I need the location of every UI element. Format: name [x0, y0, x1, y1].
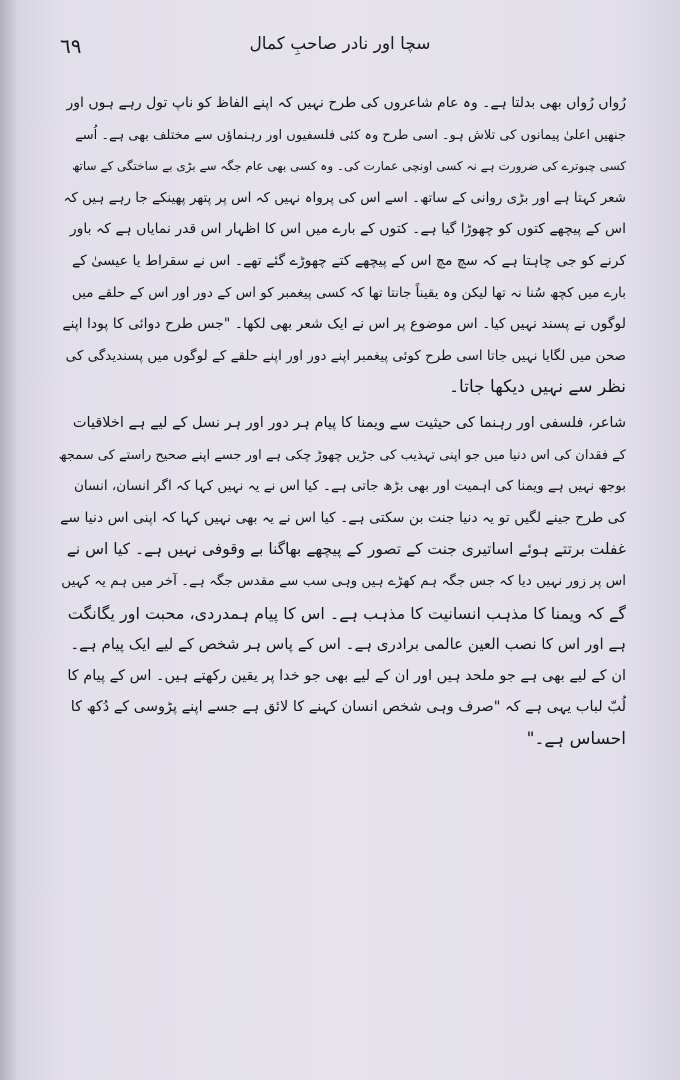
text-line: اس کے پیچھے کتوں کو چھوڑا گیا ہے۔ کتوں کے بارے میں اس کا اظہار اس قدر نمایاں ہے کہ باور	[69, 221, 626, 238]
text-line: صحن میں لگایا نہیں جاتا اسی طرح کوئی پیغمبر اپنے دور اور اپنے حلقے کے لوگوں میں پسندیدگی کی	[65, 347, 626, 364]
text-line: گے کہ ویمنا کا مذہب انسانیت کا مذہب ہے۔ اس کا پیام ہمدردی، محبت اور یگانگت	[67, 603, 626, 623]
text-line: شاعر، فلسفی اور رہنما کی حیثیت سے ویمنا کا پیام ہر دور اور ہر نسل کے لیے ہے اخلاقیات	[72, 414, 626, 431]
text-line: کرنے کو جی چاہتا ہے کہ سچ مچ اس کے پیچھے کتے چھوڑے گئے تھے۔ اس نے سقراط یا عیسیٰ کے	[71, 252, 626, 269]
running-title: سچا اور نادر صاحبِ کمال	[249, 34, 431, 54]
binding-shadow	[0, 0, 18, 1080]
text-line: کے فقدان کی اس دنیا میں جو اپنی تہذیب کی جڑیں چھوڑ چکی ہے اور جسے اپنے صحیح راستے کی سمجھ	[58, 447, 626, 463]
text-line: نظر سے نہیں دیکھا جاتا۔	[449, 377, 626, 398]
text-line: ان کے لیے بھی ہے جو ملحد ہیں اور ان کے لیے بھی جو خدا پر یقین رکھتے ہیں۔ اس کے پیام کا	[67, 667, 626, 684]
paragraph-1	[56, 88, 626, 404]
text-line: بوجھ نہیں ہے ویمنا کی اہمیت اور بھی بڑھ جاتی ہے۔ کیا اس نے یہ نہیں کہا کہ اگر انسان، انسان	[74, 478, 626, 495]
text-line: لوگوں نے پسند نہیں کیا۔ اس موضوع پر اس نے ایک شعر بھی لکھا۔ "جس طرح دوائی کا پودا اپنے	[62, 316, 626, 333]
text-line: ہے اور اس کا نصب العین عالمی برادری ہے۔ اس کے پاس ہر شخص کے لیے ایک پیام ہے۔	[70, 635, 626, 654]
text-line: رُواں رُواں بھی بدلتا ہے۔ وہ عام شاعروں کی طرح نہیں کہ اپنے الفاظ کو ناپ تول رہے ہوں اور	[66, 95, 626, 111]
text-line: احساس ہے۔"	[526, 728, 626, 749]
text-line: کسی چبوترے کی ضرورت ہے نہ کسی اونچی عمارت کی۔ وہ کسی بھی عام جگہ سے بڑی بے ساختگی کے ساتھ	[71, 159, 626, 174]
text-line: جنھیں اعلیٰ پیمانوں کی تلاش ہو۔ اسی طرح وہ کئی فلسفیوں اور رہنماؤں سے مختلف بھی ہے۔ اُسے	[75, 127, 626, 143]
text-line: بارے میں کچھ سُنا نہ تھا لیکن وہ یقیناً جانتا تھا کہ کسی پیغمبر کو اس کے دور اور اس کے حلقے میں	[71, 284, 626, 301]
text-line: شعر کہتا ہے اور بڑی روانی کے ساتھ۔ اسے اس کی پرواہ نہیں کہ اس پر پتھر پھینکے جا رہے ہیں کہ	[63, 189, 626, 206]
text-line: غفلت برتتے ہوئے اساتیری جنت کے تصور کے پیچھے بھاگنا بے وقوفی نہیں ہے۔ کیا اس نے	[66, 540, 626, 559]
text-line: لُبّ لباب یہی ہے کہ "صرف وہی شخص انسان کہنے کا لائق ہے جسے اپنے پڑوسی کے دُکھ کا	[70, 699, 626, 716]
page-number: ٦٩	[60, 34, 82, 58]
text-line: اس پر زور نہیں دیا کہ جس جگہ ہم کھڑے ہیں وہی سب سے مقدس جگہ ہے۔ آخر میں ہم یہ کہیں	[61, 572, 626, 589]
text-line: کی طرح جینے لگیں تو یہ دنیا جنت بن سکتی ہے۔ کیا اس نے یہ بھی نہیں کہا کہ اپنی اس دنیا سے	[60, 509, 626, 526]
paragraph-2	[56, 408, 626, 756]
body-text	[56, 88, 626, 755]
